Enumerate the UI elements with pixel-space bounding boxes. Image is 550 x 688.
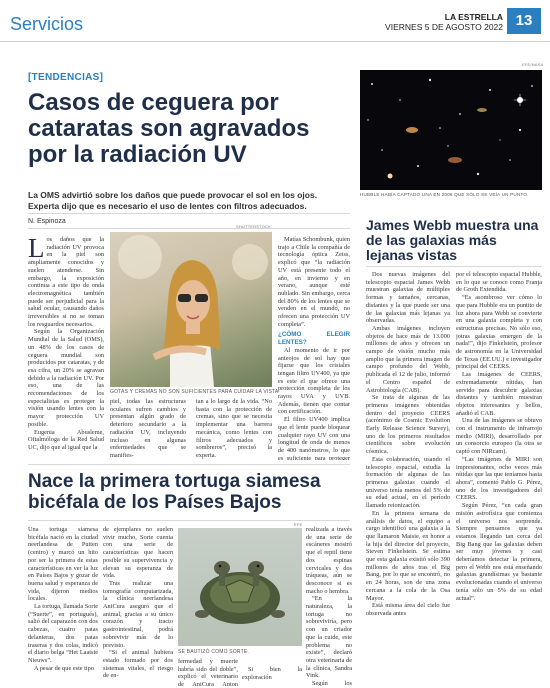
photo-credit: SHUTTERSTOCK [236, 224, 271, 229]
turtle-col-4 [306, 526, 352, 686]
turtle-col-1 [28, 526, 98, 686]
main-headline: Casos de ceguera por cataratas son agravados por la radiación UV [28, 89, 310, 168]
side-col-2 [456, 271, 542, 686]
section-title: Servicios [10, 14, 84, 34]
turtle-col-2 [103, 526, 173, 686]
main-col-2 [110, 398, 186, 460]
paragraph: Una de las imágenes se obtuvo con el instrumento de infrarrojo medio (MIRI), desarrollado por un consorcio europeo (la otra se captó con NIRcam). [456, 417, 542, 456]
woman-sunglasses-photo [110, 232, 272, 387]
side-headline: James Webb muestra una de las galaxias más lejanas vistas [366, 217, 539, 263]
paragraph: piel, todas las estructuras oculares sufren cambios y presentan algún grado de deterioro secundario a la radiación UV, incluyendo incluso en algunas enfermedades que se manifies- [110, 398, 186, 459]
paragraph: “Es asombroso ver cómo lo que para Hubble era un puntito de luz ahora para Webb se convierte en una galaxia completa y con estructuras precisas. No sólo eso, jotras galaxias emergen de la nada!”, dijo Finkelstein, profesor de astronomía en la Universidad de Texas (EE.UU.) e investigador principal del CEERS. [456, 294, 542, 371]
photo-credit: EFE/NASA [522, 62, 544, 67]
paragraph: Al momento de ir por anteojos de sol hay que fijarse que los cristales tengan filtro UV400, ya que es este el que ofrece una protección completa de los rayos UVA y UVB. Además, tienen que contar con certificación. [278, 346, 350, 416]
paragraph: por el telescopio espacial Hubble, en lo que se conoce como Franja de Groth Extendida. [456, 271, 542, 294]
issue-date: VIERNES 5 DE AGOSTO 2022 [385, 22, 503, 32]
turtle-col-3b [242, 666, 302, 688]
divider [28, 213, 350, 214]
paragraph: Las imágenes de CEERS, extremadamente nítidas, han servido para descubrir galaxias distantes y también muestran objetos interesantes y bellos, añadió el CAB. [456, 371, 542, 417]
side-col-1 [366, 271, 450, 686]
main-col-3 [196, 398, 272, 460]
byline: N. Espinoza [28, 218, 66, 225]
paragraph: Según Pérez, “en cada gran misión astrofísica que comienza el universo nos sorprende. Siempre pensamos que ya estamos llegando tan cerca del Big Bang que las galaxias deben ser muy jóvenes y casi deberíamos detectar la primera, pero el Webb nos está enseñando galaxias grandísimas ya bastante evolucionadas cuando el universo tenía sólo un 5% de su edad actual”. [456, 502, 542, 602]
photo-illustration [360, 70, 542, 190]
photo-caption: SE BAUTIZÓ COMO SORTE. [178, 649, 249, 655]
turtle-col-3 [178, 658, 238, 688]
paragraph: A pesar de que este tipo [34, 664, 94, 672]
divider [366, 266, 542, 267]
turtle-headline: Nace la primera tortuga siamesa bicéfala de los Países Bajos [28, 471, 321, 513]
story-kicker: [TENDENCIAS] [28, 72, 104, 83]
paragraph: Se trata de algunas de las primeras imágenes obtenidas dentro del proyecto CEERS (acrónimo de Cosmic Evolution Early Release Science Survey), uno de los primeros resultados científicos sobre evolución cósmica. [366, 394, 450, 456]
main-col-1 [28, 236, 104, 460]
paragraph: El filtro UV400 implica que el lente puede bloquear cualquier rayo UV con una longitud de onda de menos de 400 nanómetros, lo que es suficiente para proteger [278, 416, 350, 460]
paragraph: tan a lo largo de la vida. “No basta con la protección de cremas, sino que se necesita implementar una barrera mecánica, como lentes con filtros adecuados y sombreros”, precisó la experta. [196, 398, 272, 459]
photo-illustration [178, 528, 302, 646]
photo-caption: GOTAS Y CREMAS NO SON SUFICIENTES PARA CUIDAR LA VISTA [110, 389, 279, 395]
paragraph: Esta colaboración, usando el telescopio espacial, estudia la formación de algunas de las primeras galaxias cuando el universo tenía menos del 5% de su edad actual, en el período llamado reionización. [366, 455, 450, 510]
paragraph: “Si el animal hubiera estado formado por dos sistemas vitales, el riesgo de en- [103, 649, 173, 680]
main-deck: La OMS advirtió sobre los daños que puede provocar el sol en los ojos. Experta dijo que es necesario el uso de lentes con filtros adecuados. [28, 190, 318, 211]
paragraph: “Las imágenes de MIRI son impresionantes, ocho veces más nítidas que las que teníamos hasta ahora”, comentó Pablo G. Pérez, uno de los investigadores del CEERS. [456, 455, 542, 502]
photo-illustration [110, 232, 272, 387]
subhead: ¿CÓMO ELEGIR LENTES? [278, 331, 350, 347]
drop-cap: L [28, 236, 45, 263]
paragraph: Según los [312, 680, 352, 686]
divider [28, 228, 350, 229]
newspaper-name: LA ESTRELLA [444, 12, 503, 22]
paragraph: Si bien la exploración [242, 666, 302, 681]
paragraph: Según la Organización Mundial de la Salud (OMS), un 48% de los casos de ceguera mundial son producidos por cataratas, y de esa cifra, un 20% se agravan debido a la radiación UV. Por eso, una de las recomendaciones de los especialistas es proteger la visión usando lentes con la mayor protección UV posible. [28, 328, 104, 428]
paragraph: En la primera semana de análisis de datos, el equipo a cargo identificó una galaxia a la que llamaron Maisie, en honor a la hija del director del proyecto, Steven Finkelstein. Se estima que esta galaxia existió sólo 390 millones de años tras el Big Bang, por lo que se encontró, no en 24 horas, son de una zona cercana a la cola de la Osa Mayor. [366, 509, 450, 602]
photo-credit: EFE [294, 522, 303, 527]
paragraph: Matías Schombunk, quien trajo a Chile la compañía de tecnología óptica Zeiss, explicó que “la radiación UV está presente todo el año, en invierno y en verano, aunque esté nublado. Sin embargo, cerca del 80% de los lentes que se venden en el mundo, no ofrecen una protección UV completa”. [278, 236, 350, 328]
masthead [385, 12, 503, 32]
paragraph: Ambas imágenes incluyen objetos de hace más de 13.000 millones de años y ofrecen un campo de visión mucho más amplio que la primera imagen de campo profundo del Webb, publicada el 12 de julio, informó el Centro español de Astrobiología (CAB). [366, 324, 450, 394]
galaxy-photo [360, 70, 542, 190]
paragraph: Está misma área del cielo fue observada antes [366, 602, 450, 617]
paragraph: de ejemplares no suelen vivir mucho, Sorte cuenta con una serie de características que hacen posible su supervivencia y elevan su esperanza de vida. [103, 526, 173, 580]
divider [28, 464, 350, 465]
paragraph: Tras realizar una tomografía computarizada, la clínica neerlandesa AniCura aseguró que el animal, gracias a su único corazón y tracto gastrointestinal, podrá sobrevivir más de lo previsto. [103, 579, 173, 649]
turtle-photo [178, 528, 302, 646]
main-col-4 [278, 236, 350, 460]
paragraph: fermedad y muerte habría sido del doble”, explicó el veterinario de AniCura Anton [178, 658, 238, 688]
paragraph: os daños que la radiación UV provoca en la piel son ampliamente conocidos y suelen atenderse. Sin embargo, la exposición continua a este tipo de onda electromagnética también puede ser perjudicial para la salud ocular, causando daños irreversibles si no se toman los resguardos necesarios. [28, 236, 104, 328]
page-number: 13 [507, 8, 541, 34]
divider [28, 520, 350, 521]
paragraph: “En la naturaleza, la tortuga no sobreviviría, pero con un criador que la cuide, este problema no existe”, declaró otra veterinaria de la clínica, Sandra Vink. [306, 595, 352, 680]
photo-caption: HUBBLE HABÍA CAPTADO UNA EN 2006 QUE SÓLO SE VEÍA UN PUNTO. [360, 192, 529, 197]
paragraph: Eugenia Abusleme, Oftalmóloga de la Red Salud UC, dijo que al igual que la [28, 428, 104, 451]
paragraph: La tortuga, llamada Sorte (“Suerte”, en portugués), salió del caparazón con dos cabezas, cuatro patas delanteras, dos patas traseras y dos colas, indicó el diario belga “Het Laatste Nieuws”. [28, 603, 98, 664]
paragraph: Dos nuevas imágenes del telescopio espacial James Webb muestran galaxias de múltiples formas y tamaños, cercanas, distantes y la que puede ser una de las galaxias más lejanas ya observadas. [366, 271, 450, 325]
paragraph: realizada a través de una serie de escáneres mostró que el reptil tiene dos espinas cervicales y dos tráqueas, aún se desconoce si es macho o hembra. [306, 526, 352, 595]
paragraph: Una tortuga siamesa bicéfala nació en la ciudad neerlandesa de Putten (centro) y marcó un hito por ser la primera de estas características en ver la luz en Países Bajos y gozar de buena salud y esperanza de vida, dijeron medios locales. [28, 526, 98, 603]
